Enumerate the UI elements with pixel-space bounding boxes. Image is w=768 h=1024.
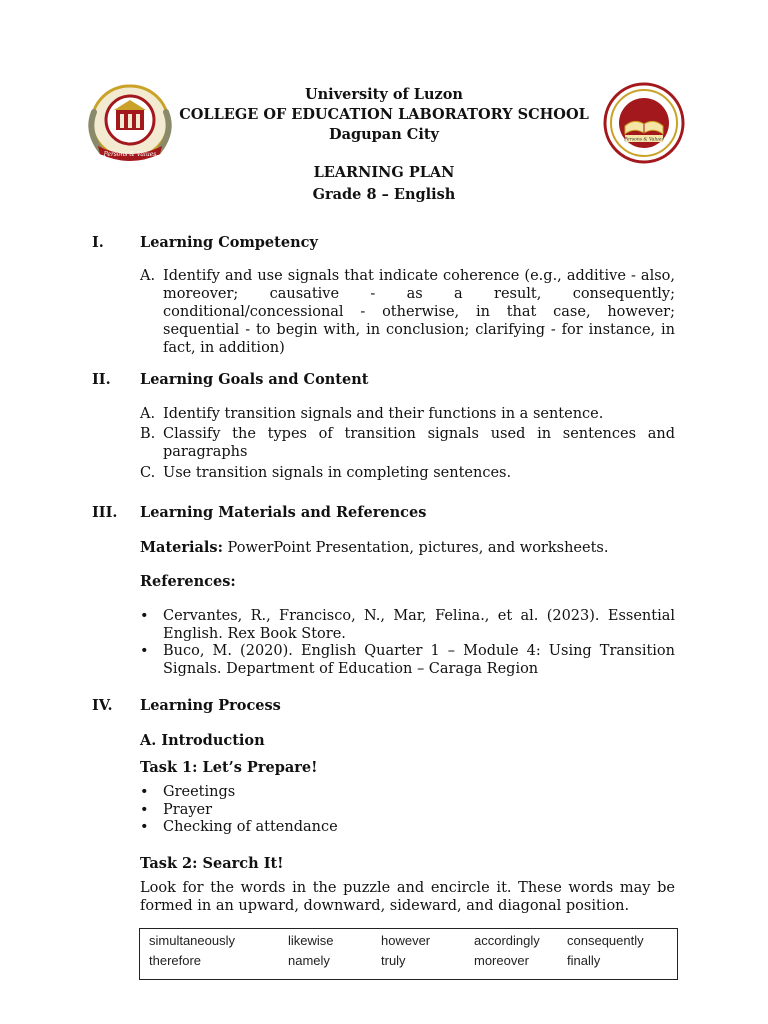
- item-label: C.: [140, 465, 156, 481]
- word-list-box: [139, 928, 678, 980]
- word-item: accordingly: [474, 933, 540, 948]
- section-3-number: III.: [92, 504, 118, 521]
- goal-item: [140, 464, 675, 482]
- word-item: moreover: [474, 953, 529, 968]
- left-logo-banner-text: Persons & Values: [103, 151, 157, 158]
- plan-title: LEARNING PLAN: [313, 164, 455, 181]
- goal-item: [140, 405, 675, 423]
- section-1-number: I.: [92, 234, 104, 251]
- word-item: finally: [567, 953, 601, 968]
- word-item: likewise: [288, 933, 334, 948]
- section-3-title: Learning Materials and References: [140, 504, 427, 521]
- task-2-title: Task 2: Search It!: [140, 855, 284, 872]
- item-text: Identify and use signals that indicate coherence (e.g., additive - also, moreover; causative - as a result, consequently; conditional/concessional - otherwise, in that case, however; sequential - to begin with, in conclusion; clarifying - for instance, in fact, in addition): [163, 268, 675, 356]
- college-name: COLLEGE OF EDUCATION LABORATORY SCHOOL: [179, 106, 589, 123]
- task-1-title: Task 1: Let’s Prepare!: [140, 759, 318, 776]
- word-item: namely: [288, 953, 330, 968]
- subsection-title: A. Introduction: [140, 732, 265, 749]
- materials-line: [140, 539, 675, 558]
- word-item: therefore: [149, 953, 202, 968]
- word-item: however: [381, 933, 431, 948]
- task-1-item: [140, 802, 675, 820]
- bullet-icon: •: [140, 819, 149, 835]
- bullet-icon: •: [140, 802, 149, 818]
- word-item: simultaneously: [149, 933, 235, 948]
- task-1-item: [140, 784, 675, 802]
- reference-text: Cervantes, R., Francisco, N., Mar, Felina., et al. (2023). Essential English. Rex Book Store.: [163, 608, 675, 642]
- task-1-item: [140, 819, 675, 837]
- city-name: Dagupan City: [329, 126, 439, 143]
- grade-subject: Grade 8 – English: [312, 186, 456, 203]
- item-label: B.: [140, 426, 156, 442]
- bullet-icon: •: [140, 784, 149, 800]
- section-4-number: IV.: [92, 697, 113, 714]
- university-name: University of Luzon: [305, 86, 463, 103]
- reference-item: [140, 643, 675, 678]
- task-1-item-text: Checking of attendance: [163, 819, 338, 835]
- references-label: References:: [140, 573, 236, 590]
- competency-item: [140, 267, 675, 357]
- task-1-item-text: Prayer: [163, 802, 213, 818]
- materials-label: Materials:: [140, 539, 223, 556]
- bullet-icon: •: [140, 608, 149, 624]
- word-item: truly: [381, 953, 406, 968]
- item-text: Use transition signals in completing sentences.: [163, 465, 512, 481]
- section-2-number: II.: [92, 371, 111, 388]
- right-logo-banner-text: Persons & Values: [624, 137, 664, 143]
- item-label: A.: [140, 406, 156, 422]
- item-text: Identify transition signals and their functions in a sentence.: [163, 406, 604, 422]
- task-1-item-text: Greetings: [163, 784, 236, 800]
- word-item: consequently: [567, 933, 644, 948]
- task-2-instructions: Look for the words in the puzzle and encircle it. These words may be formed in an upward, downward, sideward, and diagonal position.: [140, 880, 675, 914]
- materials-text: PowerPoint Presentation, pictures, and worksheets.: [222, 540, 609, 556]
- reference-item: [140, 608, 675, 643]
- bullet-icon: •: [140, 643, 149, 659]
- item-text: Classify the types of transition signals used in sentences and paragraphs: [163, 426, 675, 460]
- reference-text: Buco, M. (2020). English Quarter 1 – Module 4: Using Transition Signals. Department of Education – Caraga Region: [163, 643, 675, 677]
- section-1-title: Learning Competency: [140, 234, 318, 251]
- goal-item: [140, 425, 675, 461]
- item-label: A.: [140, 268, 156, 284]
- section-2-title: Learning Goals and Content: [140, 371, 369, 388]
- section-4-title: Learning Process: [140, 697, 281, 714]
